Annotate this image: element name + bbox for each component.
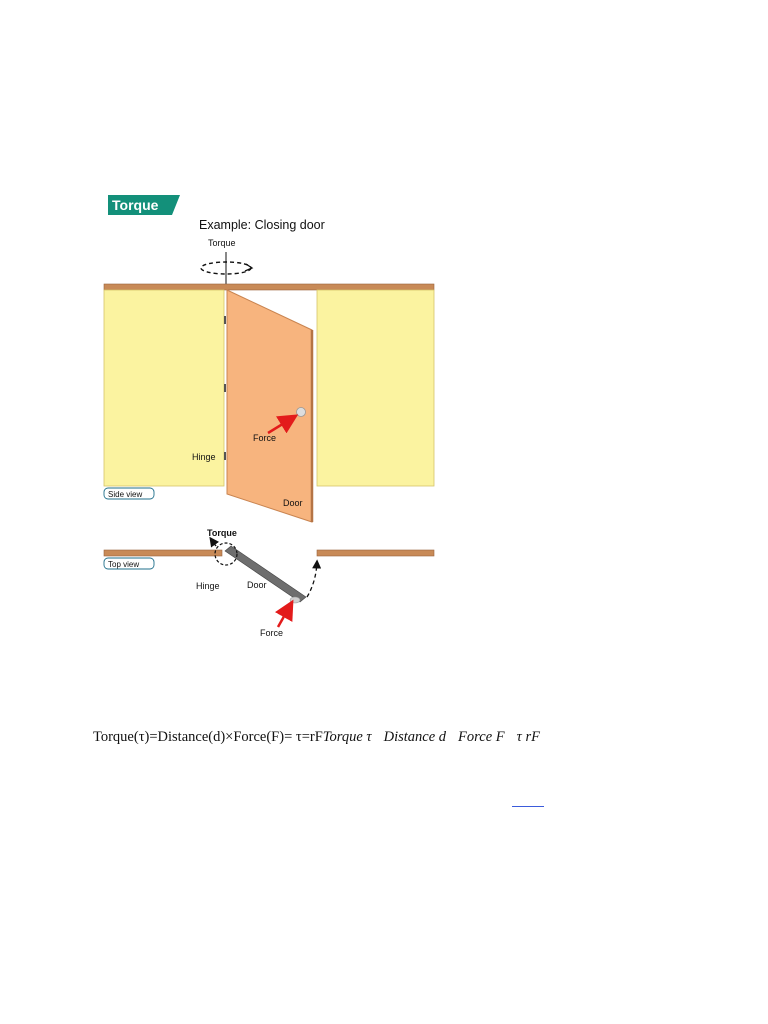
right-wall xyxy=(317,290,434,486)
svg-text:Side view: Side view xyxy=(108,490,143,499)
top-torque-label-2: Torque xyxy=(207,528,237,538)
formula-italic-4: τ rF xyxy=(516,729,540,745)
formula-italic-1: Torque τ xyxy=(322,729,372,745)
side-door-label: Door xyxy=(283,498,303,508)
top-right-wall xyxy=(317,550,434,556)
side-view-badge xyxy=(104,488,154,499)
torque-badge xyxy=(108,195,180,215)
example-title: Example: Closing door xyxy=(199,218,325,232)
force-arrow-top xyxy=(278,604,291,627)
top-knob xyxy=(290,597,300,603)
top-view-badge xyxy=(104,558,154,569)
side-view xyxy=(104,284,434,522)
swing-arrow xyxy=(307,562,317,597)
torque-diagram xyxy=(100,190,440,650)
top-view xyxy=(104,528,434,638)
door xyxy=(227,290,312,522)
top-hinge-label: Hinge xyxy=(196,581,220,591)
torque-badge-label: Torque xyxy=(112,197,159,213)
rotation-indicator xyxy=(201,238,252,284)
top-force-label: Force xyxy=(260,628,284,638)
top-left-wall xyxy=(104,550,222,556)
top-beam xyxy=(104,284,434,290)
torque-formula xyxy=(93,729,540,746)
svg-text:Top view: Top view xyxy=(108,560,140,569)
formula-italic-3: Force F xyxy=(458,729,505,745)
formula-italic-2: Distance d xyxy=(383,729,447,745)
top-torque-label: Torque xyxy=(208,238,236,248)
reference-link[interactable] xyxy=(512,806,544,807)
formula-plain: Torque(τ)=Distance(d)×Force(F)= τ=rF xyxy=(93,729,323,745)
side-force-label: Force xyxy=(253,433,277,443)
door-knob xyxy=(297,408,306,417)
top-door-label: Door xyxy=(247,580,267,590)
side-hinge-label: Hinge xyxy=(192,452,216,462)
